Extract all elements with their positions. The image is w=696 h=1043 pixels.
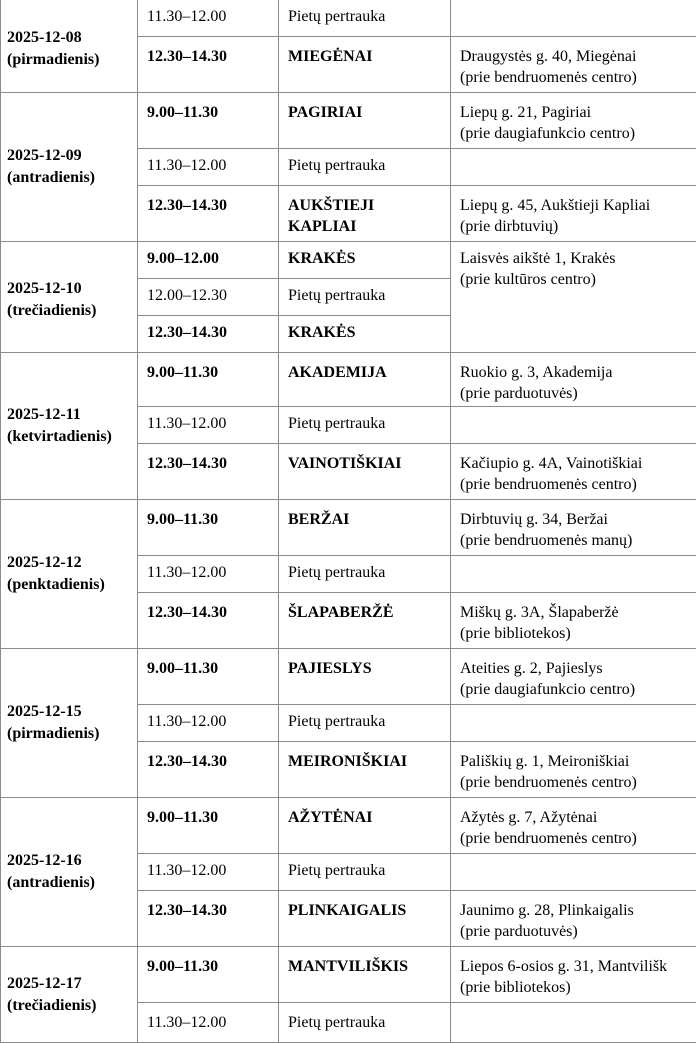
address-note: (prie bibliotekos): [460, 623, 689, 644]
place-cell: Pietų pertrauka: [279, 854, 451, 891]
time-cell: 12.30–14.30: [138, 186, 279, 242]
place-cell: PAGIRIAI: [279, 93, 451, 149]
place-cell: KRAKĖS: [279, 242, 451, 279]
place-cell: Pietų pertrauka: [279, 0, 451, 37]
place-cell: ŠLAPABERŽĖ: [279, 593, 451, 649]
address-text: Kačiupio g. 4A, Vainotiškiai: [460, 453, 689, 474]
address-text: Liepos 6-osios g. 31, Mantvilišk: [460, 956, 689, 977]
place-cell: MEIRONIŠKIAI: [279, 742, 451, 798]
place-line-2: KAPLIAI: [288, 216, 442, 237]
address-text: Draugystės g. 40, Miegėnai: [460, 46, 689, 67]
date-cell: [1, 798, 138, 947]
address-text: Ateities g. 2, Pajieslys: [460, 658, 689, 679]
time-cell: 12.30–14.30: [138, 593, 279, 649]
time-cell: 9.00–11.30: [138, 353, 279, 407]
date-cell: [1, 649, 138, 798]
address-note: (prie daugiafunkcio centro): [460, 123, 689, 144]
time-cell: 9.00–11.30: [138, 93, 279, 149]
place-cell: AŽYTĖNAI: [279, 798, 451, 854]
weekday-text: (pirmadienis): [7, 723, 131, 745]
place-cell: MANTVILIŠKIS: [279, 947, 451, 1003]
date-cell: [1, 242, 138, 353]
time-cell: 11.30–12.00: [138, 407, 279, 444]
date-text: 2025-12-08: [7, 27, 131, 49]
address-cell: [451, 186, 696, 242]
place-cell: Pietų pertrauka: [279, 556, 451, 593]
address-cell: [451, 649, 696, 705]
address-cell: [451, 149, 696, 186]
address-text: Ažytės g. 7, Ažytėnai: [460, 807, 689, 828]
place-cell: KRAKĖS: [279, 316, 451, 353]
time-cell: 9.00–12.00: [138, 242, 279, 279]
time-cell: 12.00–12.30: [138, 279, 279, 316]
table-row: [1, 798, 696, 854]
table-row: [1, 500, 696, 556]
address-note: (prie parduotuvės): [460, 383, 689, 404]
address-note: (prie daugiafunkcio centro): [460, 679, 689, 700]
address-cell: [451, 93, 696, 149]
address-cell: [451, 593, 696, 649]
address-text: Pališkių g. 1, Meironiškiai: [460, 751, 689, 772]
address-text: Miškų g. 3A, Šlapaberžė: [460, 602, 689, 623]
weekday-text: (trečiadienis): [7, 300, 131, 322]
address-cell: [451, 0, 696, 37]
place-cell: Pietų pertrauka: [279, 279, 451, 316]
place-cell: Pietų pertrauka: [279, 705, 451, 742]
address-text: Liepų g. 21, Pagiriai: [460, 102, 689, 123]
place-cell: Pietų pertrauka: [279, 407, 451, 444]
address-cell: [451, 556, 696, 593]
table-row: [1, 353, 696, 407]
address-text: Laisvės aikštė 1, Krakės: [460, 248, 689, 269]
address-cell: [451, 242, 696, 353]
time-cell: 12.30–14.30: [138, 316, 279, 353]
time-cell: 9.00–11.30: [138, 500, 279, 556]
address-note: (prie dirbtuvių): [460, 216, 689, 237]
place-cell: VAINOTIŠKIAI: [279, 444, 451, 500]
date-text: 2025-12-10: [7, 278, 131, 300]
address-text: Liepų g. 45, Aukštieji Kapliai: [460, 195, 689, 216]
address-cell: [451, 353, 696, 407]
place-cell: MIEGĖNAI: [279, 37, 451, 93]
date-cell: [1, 500, 138, 649]
address-text: Jaunimo g. 28, Plinkaigalis: [460, 900, 689, 921]
address-cell: [451, 705, 696, 742]
address-text: Dirbtuvių g. 34, Beržai: [460, 509, 689, 530]
address-cell: [451, 444, 696, 500]
address-note: (prie bendruomenės centro): [460, 828, 689, 849]
date-cell: [1, 0, 138, 93]
time-cell: 12.30–14.30: [138, 444, 279, 500]
time-cell: 11.30–12.00: [138, 0, 279, 37]
date-text: 2025-12-16: [7, 850, 131, 872]
time-cell: 11.30–12.00: [138, 854, 279, 891]
place-cell: PLINKAIGALIS: [279, 891, 451, 947]
table-row: [1, 649, 696, 705]
address-note: (prie bibliotekos): [460, 977, 689, 998]
date-text: 2025-12-15: [7, 701, 131, 723]
address-note: (prie kultūros centro): [460, 269, 689, 290]
address-note: (prie bendruomenės manų): [460, 530, 689, 551]
address-note: (prie bendruomenės centro): [460, 67, 689, 88]
address-cell: [451, 891, 696, 947]
time-cell: 9.00–11.30: [138, 798, 279, 854]
weekday-text: (ketvirtadienis): [7, 426, 131, 448]
time-cell: 11.30–12.00: [138, 556, 279, 593]
time-cell: 11.30–12.00: [138, 705, 279, 742]
weekday-text: (pirmadienis): [7, 49, 131, 71]
place-cell: [279, 186, 451, 242]
address-cell: [451, 1003, 696, 1043]
date-cell: [1, 947, 138, 1043]
time-cell: 12.30–14.30: [138, 37, 279, 93]
time-cell: 11.30–12.00: [138, 1003, 279, 1043]
address-cell: [451, 947, 696, 1003]
address-cell: [451, 500, 696, 556]
time-cell: 12.30–14.30: [138, 891, 279, 947]
address-note: (prie bendruomenės centro): [460, 474, 689, 495]
time-cell: 9.00–11.30: [138, 649, 279, 705]
address-cell: [451, 37, 696, 93]
place-cell: Pietų pertrauka: [279, 149, 451, 186]
place-cell: BERŽAI: [279, 500, 451, 556]
place-cell: AKADEMIJA: [279, 353, 451, 407]
place-line-1: AUKŠTIEJI: [288, 195, 442, 216]
date-text: 2025-12-17: [7, 973, 131, 995]
date-text: 2025-12-12: [7, 552, 131, 574]
weekday-text: (antradienis): [7, 167, 131, 189]
weekday-text: (trečiadienis): [7, 995, 131, 1017]
weekday-text: (antradienis): [7, 872, 131, 894]
address-note: (prie parduotuvės): [460, 921, 689, 942]
address-note: (prie bendruomenės centro): [460, 772, 689, 793]
address-cell: [451, 742, 696, 798]
address-cell: [451, 798, 696, 854]
place-cell: PAJIESLYS: [279, 649, 451, 705]
address-text: Ruokio g. 3, Akademija: [460, 362, 689, 383]
date-cell: [1, 353, 138, 500]
time-cell: 9.00–11.30: [138, 947, 279, 1003]
time-cell: 12.30–14.30: [138, 742, 279, 798]
date-text: 2025-12-11: [7, 404, 131, 426]
time-cell: 11.30–12.00: [138, 149, 279, 186]
table-row: [1, 0, 696, 37]
date-text: 2025-12-09: [7, 145, 131, 167]
weekday-text: (penktadienis): [7, 574, 131, 596]
address-cell: [451, 854, 696, 891]
address-cell: [451, 407, 696, 444]
table-row: [1, 947, 696, 1003]
place-cell: Pietų pertrauka: [279, 1003, 451, 1043]
date-cell: [1, 93, 138, 242]
table-row: [1, 242, 696, 279]
table-row: [1, 93, 696, 149]
